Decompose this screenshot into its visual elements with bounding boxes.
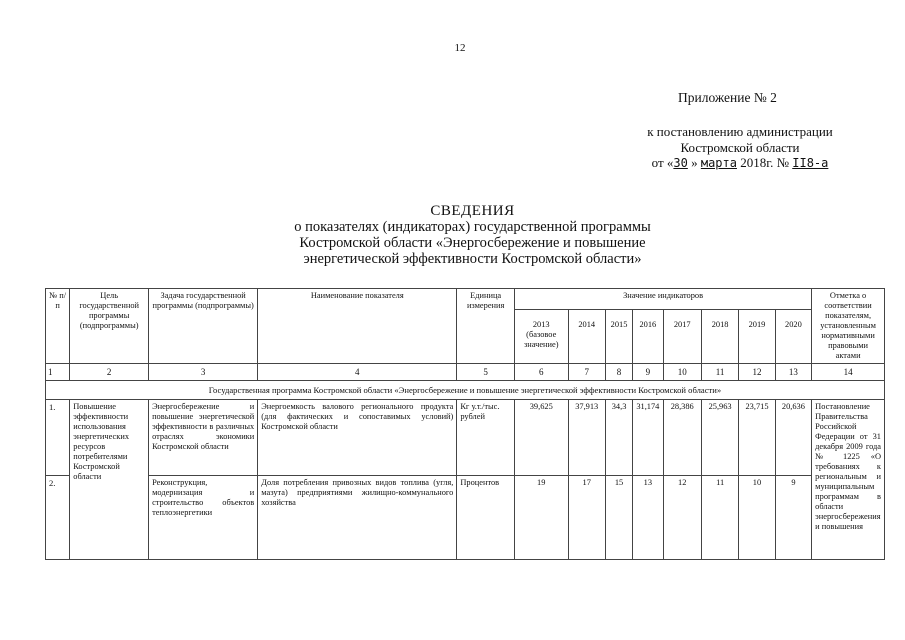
header-year: 2013 (базовое значение) [514,309,568,363]
unit-cell: Кг у.т./тыс. рублей [457,400,515,476]
program-title: Государственная программа Костромской области «Энергосбережение и повышение энергетической эффективности Костромской области» [46,381,885,400]
page-number: 12 [454,42,466,54]
indicator-cell: Доля потребления привозных видов топлива (угля, мазута) предприятиями жилищно-коммунального хозяйства [258,476,457,560]
header-task: Задача государственной программы (подпрограммы) [149,289,258,364]
column-number-row [46,364,885,381]
table-row [46,400,885,476]
table-row [46,476,885,560]
value-cell: 9 [775,476,811,560]
header-year: 2018 [701,309,738,363]
decree-prefix: от « [651,155,674,170]
column-number: 6 [514,364,568,381]
header-year: 2016 [633,309,663,363]
value-cell: 34,3 [605,400,632,476]
decree-line-1: к постановлению администрации [647,124,833,139]
header-year: 2015 [605,309,632,363]
decree-month: марта [700,156,737,170]
title-line-3: Костромской области «Энергосбережение и повышение [299,235,646,251]
column-number: 4 [258,364,457,381]
header-year: 2017 [663,309,701,363]
program-row [46,381,885,400]
header-row-1 [46,289,885,310]
header-goal: Цель государственной программы (подпрограммы) [70,289,149,364]
value-cell: 10 [739,476,775,560]
title-line-2: о показателях (индикаторах) государственной программы [294,219,651,235]
value-cell: 28,386 [663,400,701,476]
column-number: 10 [663,364,701,381]
title-main: СВЕДЕНИЯ [430,203,515,219]
document-title [200,203,745,267]
column-number: 12 [739,364,775,381]
row-num: 1. [46,400,70,476]
column-number: 11 [701,364,738,381]
header-note: Отметка о соответствии показателям, установленным нормативными правовыми актами [812,289,885,364]
header-year: 2020 [775,309,811,363]
decree-line-2: Костромской области [680,139,800,155]
column-number: 1 [46,364,70,381]
indicator-cell: Энергоемкость валового регионального продукта (для фактических и сопоставимых условий) Костромской области [258,400,457,476]
column-number: 14 [812,364,885,381]
decree-reference [600,124,880,172]
value-cell: 20,636 [775,400,811,476]
column-number: 8 [605,364,632,381]
goal-cell: Повышение эффективности использования энергетических ресурсов потребителями Костромской области [70,400,149,560]
value-cell: 12 [663,476,701,560]
value-cell: 19 [514,476,568,560]
decree-day: 30 [673,156,688,170]
task-cell: Энергосбережение и повышение энергетической эффективности в различных отраслях экономики Костромской области [149,400,258,476]
header-values-group: Значение индикаторов [514,289,811,310]
note-cell: Постановление Правительства Российской Федерации от 31 декабря 2009 года № 1225 «О требованиях к региональным и муниципальным программам в области энергосбережения и повышения [812,400,885,560]
value-cell: 23,715 [739,400,775,476]
value-cell: 17 [568,476,605,560]
value-cell: 13 [633,476,663,560]
title-line-4: энергетической эффективности Костромской области» [303,251,642,267]
header-unit: Единица измерения [457,289,515,364]
value-cell: 39,625 [514,400,568,476]
header-year: 2019 [739,309,775,363]
column-number: 3 [149,364,258,381]
value-cell: 31,174 [633,400,663,476]
decree-number: II8-а [792,156,829,170]
decree-mid: » [691,155,698,170]
column-number: 9 [633,364,663,381]
column-number: 5 [457,364,515,381]
task-cell: Реконструкция, модернизация и строительство объектов теплоэнергетики [149,476,258,560]
column-number: 7 [568,364,605,381]
value-cell: 15 [605,476,632,560]
header-num: № п/п [46,289,70,364]
value-cell: 11 [701,476,738,560]
value-cell: 25,963 [701,400,738,476]
decree-year: 2018г. № [740,155,789,170]
header-year: 2014 [568,309,605,363]
column-number: 2 [70,364,149,381]
indicators-table [45,288,885,560]
column-number: 13 [775,364,811,381]
header-indicator: Наименование показателя [258,289,457,364]
unit-cell: Процентов [457,476,515,560]
decree-date-line [600,155,880,172]
value-cell: 37,913 [568,400,605,476]
row-num: 2. [46,476,70,560]
appendix-label: Приложение № 2 [678,90,777,105]
